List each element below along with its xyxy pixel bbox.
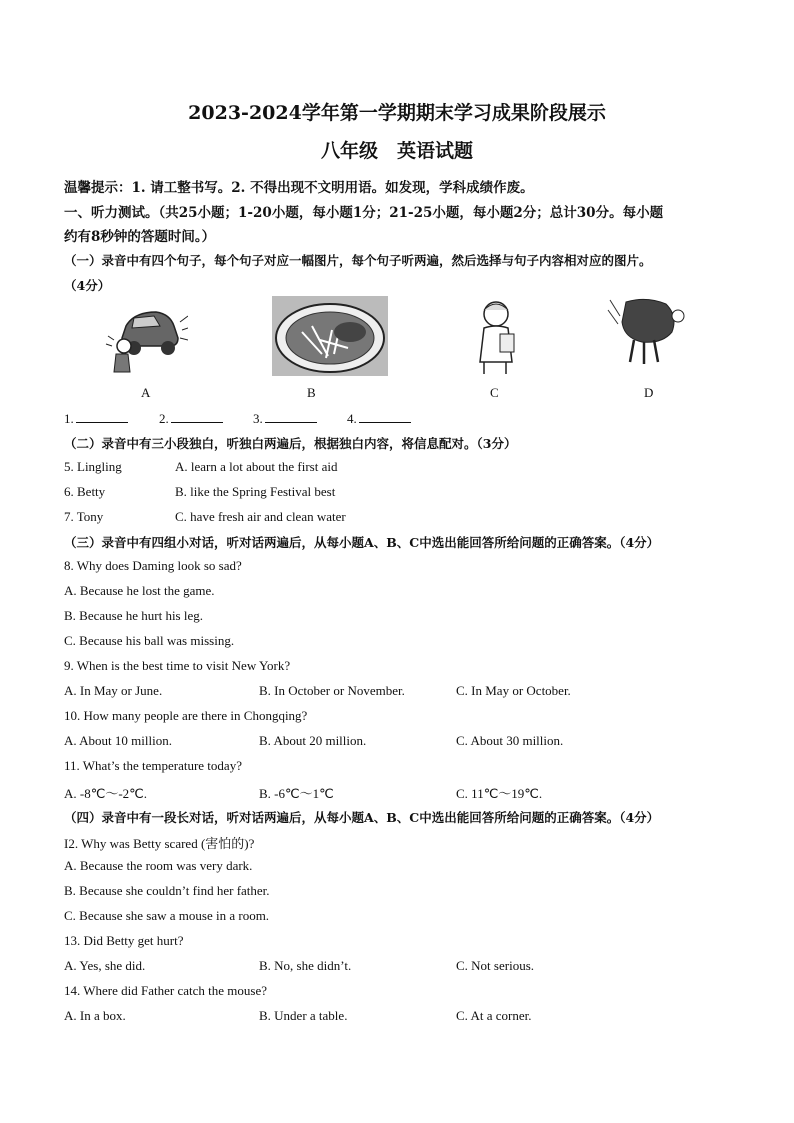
section3-heading: （三）录音中有四组小对话，听对话两遍后，从每小题A、B、C中选出能回答所给问题的正确答案。（4分） — [64, 535, 660, 550]
section1-heading: （一）录音中有四个句子，每个句子对应一幅图片，每个句子听两遍，然后选择与句子内容相对应的图片。 — [64, 253, 652, 268]
picture-label-b: B — [307, 385, 316, 400]
question-14: 14. Where did Father catch the mouse? — [64, 983, 267, 998]
question-11: 11. What’s the temperature today? — [64, 758, 242, 773]
part1-line2: 约有8秒钟的答题时间。） — [64, 229, 216, 245]
q9-option-b: B. In October or November. — [259, 683, 405, 698]
section1-points: （4分） — [64, 278, 111, 293]
q8-option-c: C. Because his ball was missing. — [64, 633, 235, 648]
section2-heading: （二）录音中有三小段独白，听独白两遍后，根据独白内容，将信息配对。（3分） — [64, 436, 517, 451]
q8-option-b: B. Because he hurt his leg. — [64, 608, 203, 623]
question-13: 13. Did Betty get hurt? — [64, 933, 184, 948]
q12-option-a: A. Because the room was very dark. — [64, 858, 253, 873]
picture-label-a: A — [141, 385, 151, 400]
tree-picture — [606, 296, 690, 366]
part1-line1: 一、听力测试。（共25小题；1-20小题，每小题1分；21-25小题，每小题2分；总计30分。每小题 — [64, 205, 664, 221]
question-12: I2. Why was Betty scared (害怕的)? — [64, 836, 255, 851]
q13-option-a: A. Yes, she did. — [64, 958, 146, 973]
q10-option-a: A. About 10 million. — [64, 733, 172, 748]
food-plate-picture — [272, 296, 388, 376]
answer-blank-1[interactable]: 1. — [64, 410, 128, 427]
picture-label-d: D — [644, 385, 654, 400]
car-accident-picture — [104, 296, 188, 376]
page-title: 2023-2024学年第一学期期末学习成果阶段展示 — [188, 102, 606, 124]
match-left-6: 6. Betty — [64, 484, 106, 499]
child-picture — [470, 296, 526, 376]
question-9: 9. When is the best time to visit New York? — [64, 658, 291, 673]
match-left-5: 5. Lingling — [64, 459, 122, 474]
picture-label-c: C — [490, 385, 499, 400]
answer-blank-2[interactable]: 2. — [159, 410, 223, 427]
q10-option-b: B. About 20 million. — [259, 733, 367, 748]
match-right-b: B. like the Spring Festival best — [175, 484, 336, 499]
page-subtitle: 八年级 英语试题 — [320, 140, 473, 162]
q14-option-a: A. In a box. — [64, 1008, 126, 1023]
answer-blank-4[interactable]: 4. — [347, 410, 411, 427]
question-8: 8. Why does Daming look so sad? — [64, 558, 242, 573]
q9-option-c: C. In May or October. — [456, 683, 571, 698]
q14-option-c: C. At a corner. — [456, 1008, 532, 1023]
q13-option-c: C. Not serious. — [456, 958, 534, 973]
q12-option-c: C. Because she saw a mouse in a room. — [64, 908, 270, 923]
q12-option-b: B. Because she couldn’t find her father. — [64, 883, 270, 898]
match-right-a: A. learn a lot about the first aid — [175, 459, 338, 474]
answer-blank-3[interactable]: 3. — [253, 410, 317, 427]
q11-option-b: B. -6℃～1℃ — [259, 786, 334, 801]
q14-option-b: B. Under a table. — [259, 1008, 348, 1023]
q13-option-b: B. No, she didn’t. — [259, 958, 352, 973]
warm-tip: 温馨提示：1. 请工整书写。2. 不得出现不文明用语。如发现，学科成绩作废。 — [64, 180, 534, 196]
q11-option-c: C. 11℃～19℃. — [456, 786, 543, 801]
section4-heading: （四）录音中有一段长对话，听对话两遍后，从每小题A、B、C中选出能回答所给问题的正确答案。（4分） — [64, 810, 660, 825]
match-left-7: 7. Tony — [64, 509, 104, 524]
q10-option-c: C. About 30 million. — [456, 733, 564, 748]
q11-option-a: A. -8℃～-2℃. — [64, 786, 147, 801]
q8-option-a: A. Because he lost the game. — [64, 583, 215, 598]
q9-option-a: A. In May or June. — [64, 683, 163, 698]
question-10: 10. How many people are there in Chongqing? — [64, 708, 308, 723]
match-right-c: C. have fresh air and clean water — [175, 509, 346, 524]
